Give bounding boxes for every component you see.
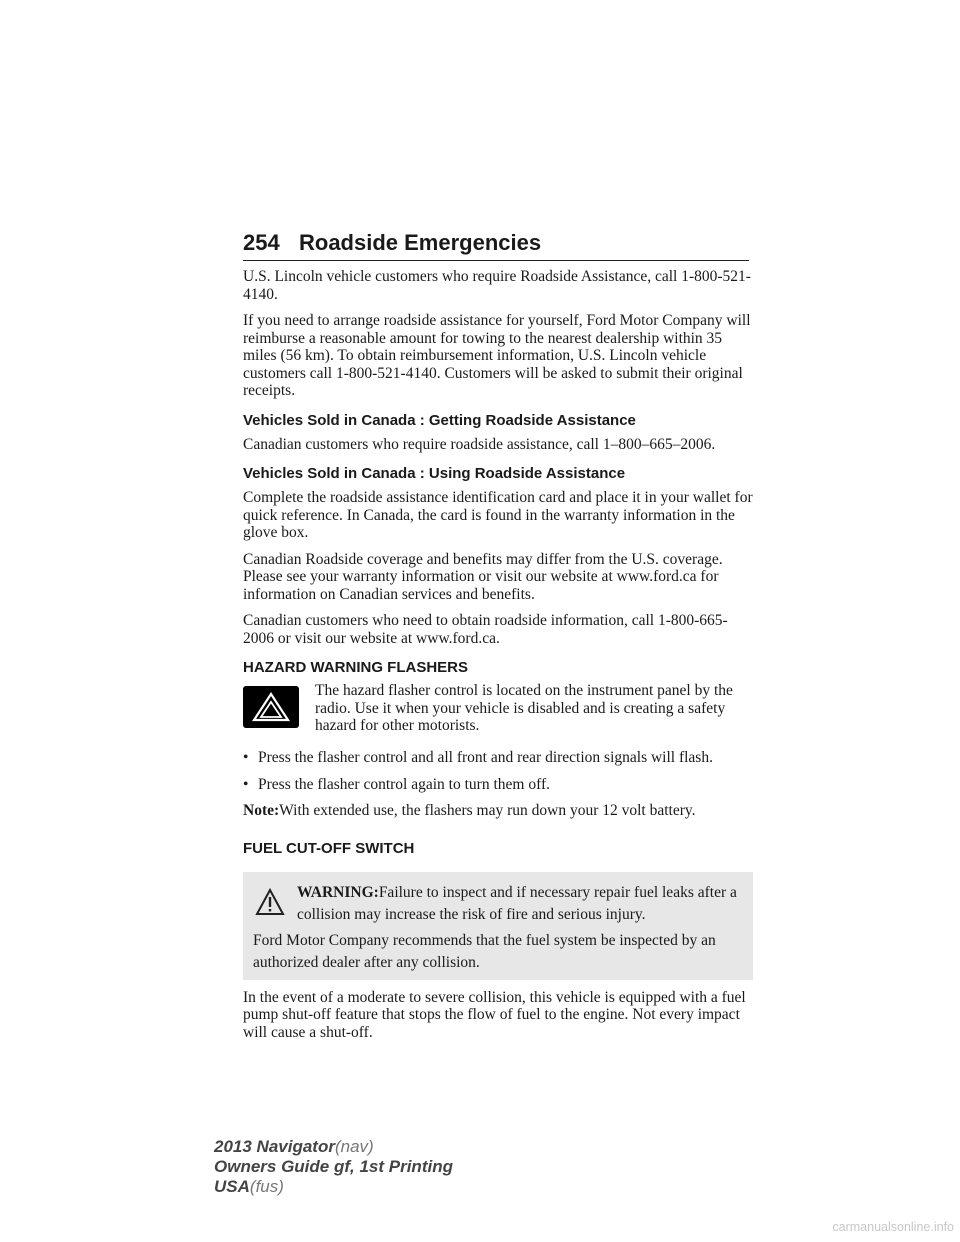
footer-market: USA [214,1177,250,1196]
canada-using-paragraph-1: Complete the roadside assistance identification card and place it in your wallet for quick reference. In Canada, the card is found in the warranty information in the glove box. [243,489,753,541]
warning-message [297,882,743,926]
watermark: carmanualsonline.info [832,1220,954,1234]
warning-recommendation: Ford Motor Company recommends that the fuel system be inspected by an authorized dealer after any collision. [253,931,716,971]
footer-model: 2013 Navigator [214,1137,335,1156]
fuel-heading: FUEL CUT-OFF SWITCH [243,839,415,857]
page-footer [214,1137,453,1197]
hazard-triangle-icon [243,686,299,728]
footer-market-code: (fus) [249,1177,284,1196]
page-content [243,268,753,1041]
hazard-description: The hazard flasher control is located on the instrument panel by the radio. Use it when your vehicle is disabled and is creating a safety hazard for other motorists. [315,682,733,734]
canada-using-paragraph-3: Canadian customers who need to obtain roadside information, call 1-800-665-2006 or visit our website at www.ford.ca. [243,612,728,647]
page-header [243,230,749,261]
warning-box [243,872,753,980]
canada-getting-heading: Vehicles Sold in Canada : Getting Roadside Assistance [243,411,636,429]
list-item [243,749,753,767]
bullet-text: Press the flasher control and all front and rear direction signals will flash. [258,749,713,766]
bullet-marker: • [243,749,249,766]
warning-label: WARNING: [297,883,379,901]
footer-line-1 [214,1137,453,1157]
intro-paragraph-1: U.S. Lincoln vehicle customers who require Roadside Assistance, call 1-800-521-4140. [243,268,751,303]
canada-using-paragraph-2: Canadian Roadside coverage and benefits may differ from the U.S. coverage. Please see your warranty information or visit our website at www.ford.ca for information on Canadian services and benefits. [243,550,723,603]
bullet-text: Press the flasher control again to turn them off. [258,775,550,793]
warning-triangle-icon [255,888,285,916]
footer-model-code: (nav) [334,1137,374,1156]
hazard-description-block [243,682,753,742]
note-text: With extended use, the flashers may run down your 12 volt battery. [279,802,696,819]
page-number: 254 [243,230,280,255]
footer-line-2: Owners Guide gf, 1st Printing [214,1157,453,1176]
warning-text: Failure to inspect and if necessary repair fuel leaks after a collision may increase the risk of fire and serious injury. [297,883,737,923]
fuel-paragraph: In the event of a moderate to severe collision, this vehicle is equipped with a fuel pump shut-off feature that stops the flow of fuel to the engine. Not every impact will cause a shut-off. [243,988,746,1041]
hazard-heading: HAZARD WARNING FLASHERS [243,659,468,676]
intro-paragraph-2: If you need to arrange roadside assistance for yourself, Ford Motor Company will reimburse a reasonable amount for towing to the nearest dealership within 35 miles (56 km). To obtain reimbursement information, U.S. Lincoln vehicle customers call 1-800-521-4140. Customers will be asked to submit their original receipts. [243,312,751,399]
footer-line-3 [214,1177,453,1197]
canada-using-heading: Vehicles Sold in Canada : Using Roadside Assistance [243,465,626,482]
note-paragraph [243,802,753,820]
list-item [243,776,753,794]
canada-getting-paragraph: Canadian customers who require roadside assistance, call 1–800–665–2006. [243,435,716,453]
note-label: Note: [243,802,280,819]
section-title: Roadside Emergencies [299,230,542,255]
bullet-marker: • [243,775,249,793]
